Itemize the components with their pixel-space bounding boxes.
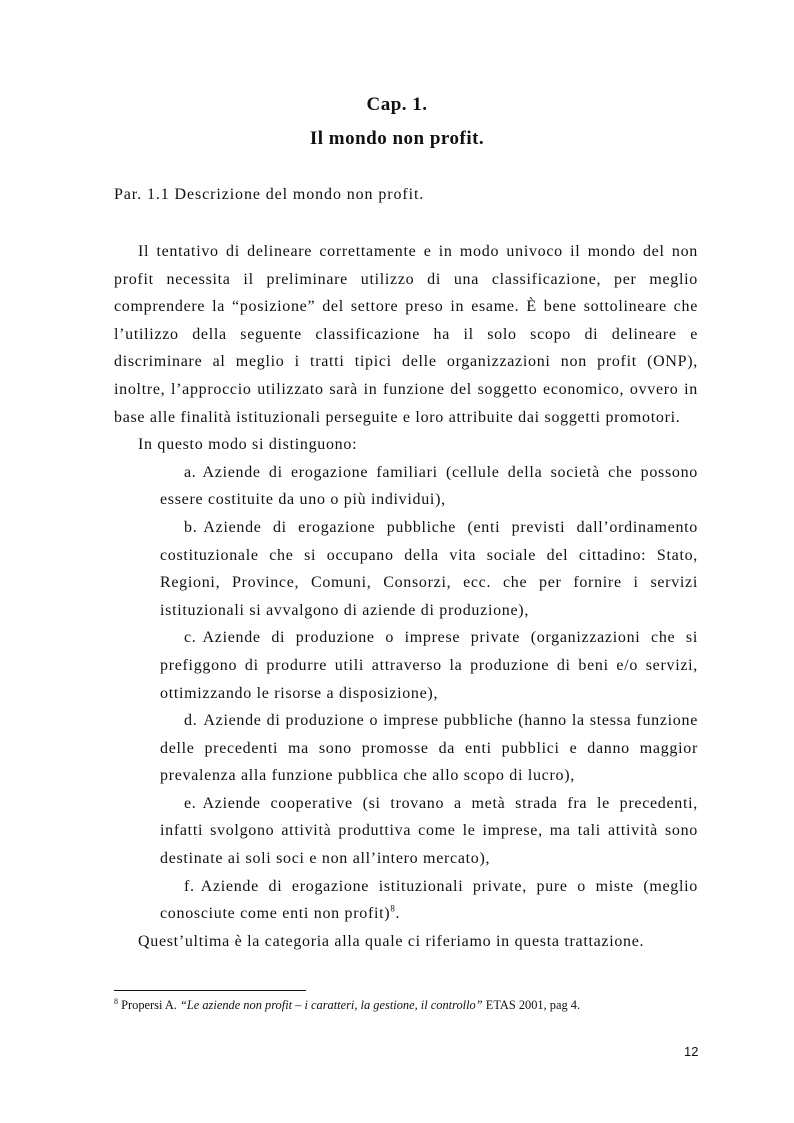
closing-sentence: Quest’ultima è la categoria alla quale ci riferiamo in questa trattazione. — [138, 932, 645, 950]
page-number: 12 — [684, 1044, 699, 1059]
section-heading: Par. 1.1 Descrizione del mondo non profit. — [114, 186, 425, 203]
list-item-text: Aziende di erogazione istituzionali private, pure o miste (meglio conosciute come enti non profit) — [160, 877, 698, 923]
list-item — [160, 514, 698, 624]
list-item-suffix: . — [395, 905, 401, 923]
list-marker: d. — [184, 712, 198, 730]
list-marker: c. — [184, 629, 197, 647]
footnote-number: 8 — [114, 996, 118, 1006]
footnote-reference[interactable]: 8 — [390, 903, 396, 914]
list-marker: a. — [184, 463, 197, 481]
list-item — [160, 459, 698, 514]
classification-list — [114, 459, 698, 928]
list-item — [160, 873, 698, 928]
list-marker: b. — [184, 518, 198, 536]
footnote — [114, 998, 580, 1013]
list-item — [160, 790, 698, 873]
footnote-publisher: ETAS 2001, pag 4. — [485, 998, 581, 1012]
chapter-title: Il mondo non profit. — [309, 128, 485, 149]
list-item-text: Aziende cooperative (si trovano a metà strada fra le precedenti, infatti svolgono attività produttiva come le imprese, ma tali attività sono destinate ai soli soci e non all’intero mercato), — [160, 794, 698, 868]
body-text — [114, 238, 698, 955]
footnote-author: Propersi A. — [121, 998, 177, 1012]
list-marker: e. — [184, 794, 197, 812]
footnote-divider — [114, 990, 306, 991]
list-item-text: Aziende di produzione o imprese private (organizzazioni che si prefiggono di produrre utili attraverso la produzione di beni e/o servizi, ottimizzando le risorse a disposizione), — [160, 629, 698, 702]
list-item-text: Aziende di erogazione familiari (cellule della società che possono essere costituite da uno o più individui), — [160, 463, 698, 509]
footnote-title: “Le aziende non profit – i caratteri, la gestione, il controllo” — [179, 998, 483, 1012]
list-item — [160, 707, 698, 790]
chapter-number: Cap. 1. — [366, 94, 428, 115]
list-lead: In questo modo si distinguono: — [138, 436, 358, 454]
list-item — [160, 624, 698, 707]
list-item-text: Aziende di erogazione pubbliche (enti previsti dall’ordinamento costituzionale che si occupano della vita sociale del cittadino: Stato, Regioni, Province, Comuni, Consorzi, ecc. che per fornire i servizi istituzionali si avvalgono di aziende di produzione), — [160, 518, 698, 619]
intro-paragraph: Il tentativo di delineare correttamente e in modo univoco il mondo del non profit necessita il preliminare utilizzo di una classificazione, per meglio comprendere la “posizione” del settore preso in esame. È bene sottolineare che l’utilizzo della seguente classificazione ha il solo scopo di delineare e discriminare al meglio i tratti tipici delle organizzazioni non profit (ONP), inoltre, l’approccio utilizzato sarà in funzione del soggetto economico, ovvero in base alle finalità istituzionali perseguite e loro attribuite dai soggetti promotori. — [114, 243, 698, 426]
list-item-text: Aziende di produzione o imprese pubbliche (hanno la stessa funzione delle precedenti ma sono promosse da enti pubblici e danno maggior prevalenza alla funzione pubblica che allo scopo di lucro), — [160, 712, 698, 785]
list-marker: f. — [184, 877, 195, 895]
